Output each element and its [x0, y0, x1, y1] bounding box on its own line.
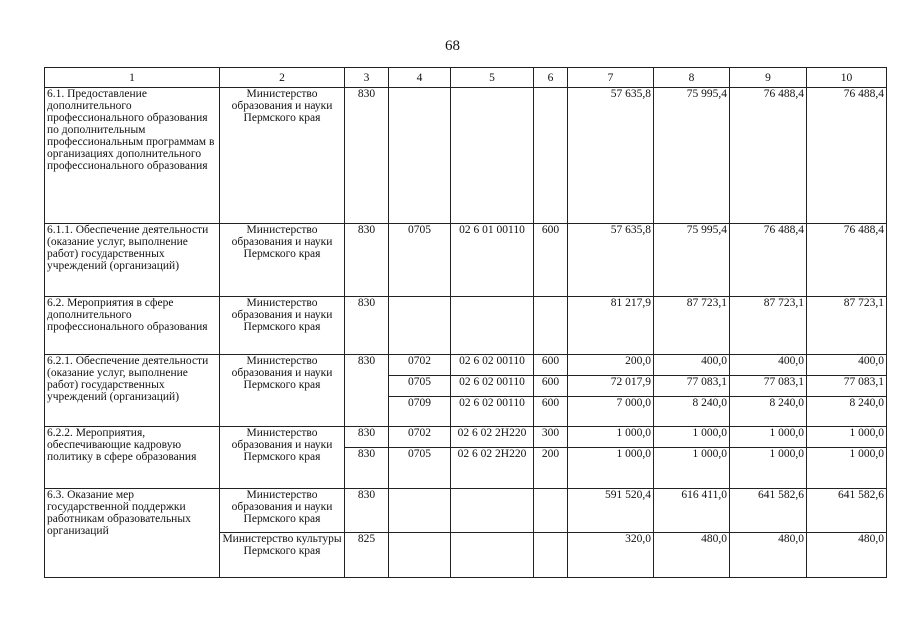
col9-cell: 641 582,6 — [730, 489, 807, 533]
col4-cell: 0709 — [389, 397, 451, 427]
col6-cell — [534, 297, 568, 355]
col7-cell: 72 017,9 — [568, 376, 654, 397]
row-name: 6.1. Предоставление дополнительного профессионального образования по дополнительным профессиональным программам в организациях дополнительного профессионального образования — [45, 88, 220, 224]
col3-cell: 830 — [345, 427, 389, 448]
col7-cell: 591 520,4 — [568, 489, 654, 533]
col10-cell: 76 488,4 — [807, 88, 887, 224]
col4-cell: 0705 — [389, 224, 451, 297]
table-row — [45, 297, 887, 355]
col5-cell — [451, 88, 534, 224]
col7-cell: 320,0 — [568, 533, 654, 578]
col7-cell: 7 000,0 — [568, 397, 654, 427]
col10-cell: 480,0 — [807, 533, 887, 578]
col4-cell: 0702 — [389, 427, 451, 448]
col5-cell: 02 6 02 00110 — [451, 376, 534, 397]
col10-cell: 8 240,0 — [807, 397, 887, 427]
col6-cell: 200 — [534, 448, 568, 489]
row-ministry: Министерство образования и науки Пермского края — [220, 427, 345, 489]
row-name: 6.2. Мероприятия в сфере дополнительного профессионального образования — [45, 297, 220, 355]
col5-cell — [451, 489, 534, 533]
col8-cell: 1 000,0 — [654, 427, 730, 448]
table-row — [45, 88, 887, 224]
row-name: 6.3. Оказание мер государственной поддержки работникам образовательных организаций — [45, 489, 220, 578]
col6-cell: 600 — [534, 355, 568, 376]
col8-cell: 1 000,0 — [654, 448, 730, 489]
col7-cell: 1 000,0 — [568, 448, 654, 489]
row-name: 6.1.1. Обеспечение деятельности (оказание услуг, выполнение работ) государственных учреждений (организаций) — [45, 224, 220, 297]
header-cell: 10 — [807, 68, 887, 88]
row-ministry: Министерство образования и науки Пермского края — [220, 355, 345, 427]
col10-cell: 641 582,6 — [807, 489, 887, 533]
col9-cell: 480,0 — [730, 533, 807, 578]
budget-table — [44, 67, 887, 578]
col7-cell: 57 635,8 — [568, 224, 654, 297]
col3-cell: 830 — [345, 224, 389, 297]
header-cell: 6 — [534, 68, 568, 88]
col10-cell: 1 000,0 — [807, 448, 887, 489]
col5-cell: 02 6 01 00110 — [451, 224, 534, 297]
col7-cell: 57 635,8 — [568, 88, 654, 224]
col8-cell: 75 995,4 — [654, 224, 730, 297]
col6-cell: 600 — [534, 224, 568, 297]
row-name: 6.2.2. Мероприятия, обеспечивающие кадровую политику в сфере образования — [45, 427, 220, 489]
col3-cell: 825 — [345, 533, 389, 578]
row-ministry: Министерство культуры Пермского края — [220, 533, 345, 578]
col4-cell: 0705 — [389, 376, 451, 397]
col5-cell — [451, 297, 534, 355]
col3-cell: 830 — [345, 489, 389, 533]
col4-cell — [389, 297, 451, 355]
col3-cell: 830 — [345, 297, 389, 355]
col10-cell: 400,0 — [807, 355, 887, 376]
col4-cell: 0702 — [389, 355, 451, 376]
col9-cell: 77 083,1 — [730, 376, 807, 397]
col5-cell: 02 6 02 2Н220 — [451, 427, 534, 448]
table-row — [45, 427, 887, 448]
header-row — [45, 68, 887, 88]
header-cell: 9 — [730, 68, 807, 88]
table-row — [45, 355, 887, 376]
header-cell: 4 — [389, 68, 451, 88]
col3-cell: 830 — [345, 355, 389, 427]
row-ministry: Министерство образования и науки Пермского края — [220, 88, 345, 224]
col6-cell: 300 — [534, 427, 568, 448]
col8-cell: 87 723,1 — [654, 297, 730, 355]
col9-cell: 1 000,0 — [730, 448, 807, 489]
header-cell: 1 — [45, 68, 220, 88]
col7-cell: 81 217,9 — [568, 297, 654, 355]
col8-cell: 400,0 — [654, 355, 730, 376]
header-cell: 3 — [345, 68, 389, 88]
col6-cell — [534, 489, 568, 533]
header-cell: 2 — [220, 68, 345, 88]
col10-cell: 87 723,1 — [807, 297, 887, 355]
col9-cell: 87 723,1 — [730, 297, 807, 355]
page-number: 68 — [445, 38, 460, 54]
col5-cell — [451, 533, 534, 578]
row-ministry: Министерство образования и науки Пермского края — [220, 297, 345, 355]
col8-cell: 480,0 — [654, 533, 730, 578]
col3-cell: 830 — [345, 88, 389, 224]
col4-cell — [389, 88, 451, 224]
col8-cell: 75 995,4 — [654, 88, 730, 224]
col9-cell: 8 240,0 — [730, 397, 807, 427]
col6-cell — [534, 88, 568, 224]
row-ministry: Министерство образования и науки Пермского края — [220, 224, 345, 297]
col8-cell: 616 411,0 — [654, 489, 730, 533]
col8-cell: 8 240,0 — [654, 397, 730, 427]
header-cell: 8 — [654, 68, 730, 88]
col8-cell: 77 083,1 — [654, 376, 730, 397]
col9-cell: 400,0 — [730, 355, 807, 376]
col10-cell: 76 488,4 — [807, 224, 887, 297]
col9-cell: 76 488,4 — [730, 224, 807, 297]
header-cell: 7 — [568, 68, 654, 88]
row-ministry: Министерство образования и науки Пермского края — [220, 489, 345, 533]
col9-cell: 1 000,0 — [730, 427, 807, 448]
col5-cell: 02 6 02 00110 — [451, 355, 534, 376]
row-name: 6.2.1. Обеспечение деятельности (оказание услуг, выполнение работ) государственных учреждений (организаций) — [45, 355, 220, 427]
col4-cell — [389, 533, 451, 578]
col6-cell: 600 — [534, 376, 568, 397]
col4-cell — [389, 489, 451, 533]
col5-cell: 02 6 02 00110 — [451, 397, 534, 427]
col10-cell: 77 083,1 — [807, 376, 887, 397]
col4-cell: 0705 — [389, 448, 451, 489]
col9-cell: 76 488,4 — [730, 88, 807, 224]
col6-cell: 600 — [534, 397, 568, 427]
col5-cell: 02 6 02 2Н220 — [451, 448, 534, 489]
col10-cell: 1 000,0 — [807, 427, 887, 448]
col7-cell: 1 000,0 — [568, 427, 654, 448]
header-cell: 5 — [451, 68, 534, 88]
table-row — [45, 224, 887, 297]
col6-cell — [534, 533, 568, 578]
col7-cell: 200,0 — [568, 355, 654, 376]
table-row — [45, 489, 887, 533]
col3-cell: 830 — [345, 448, 389, 489]
